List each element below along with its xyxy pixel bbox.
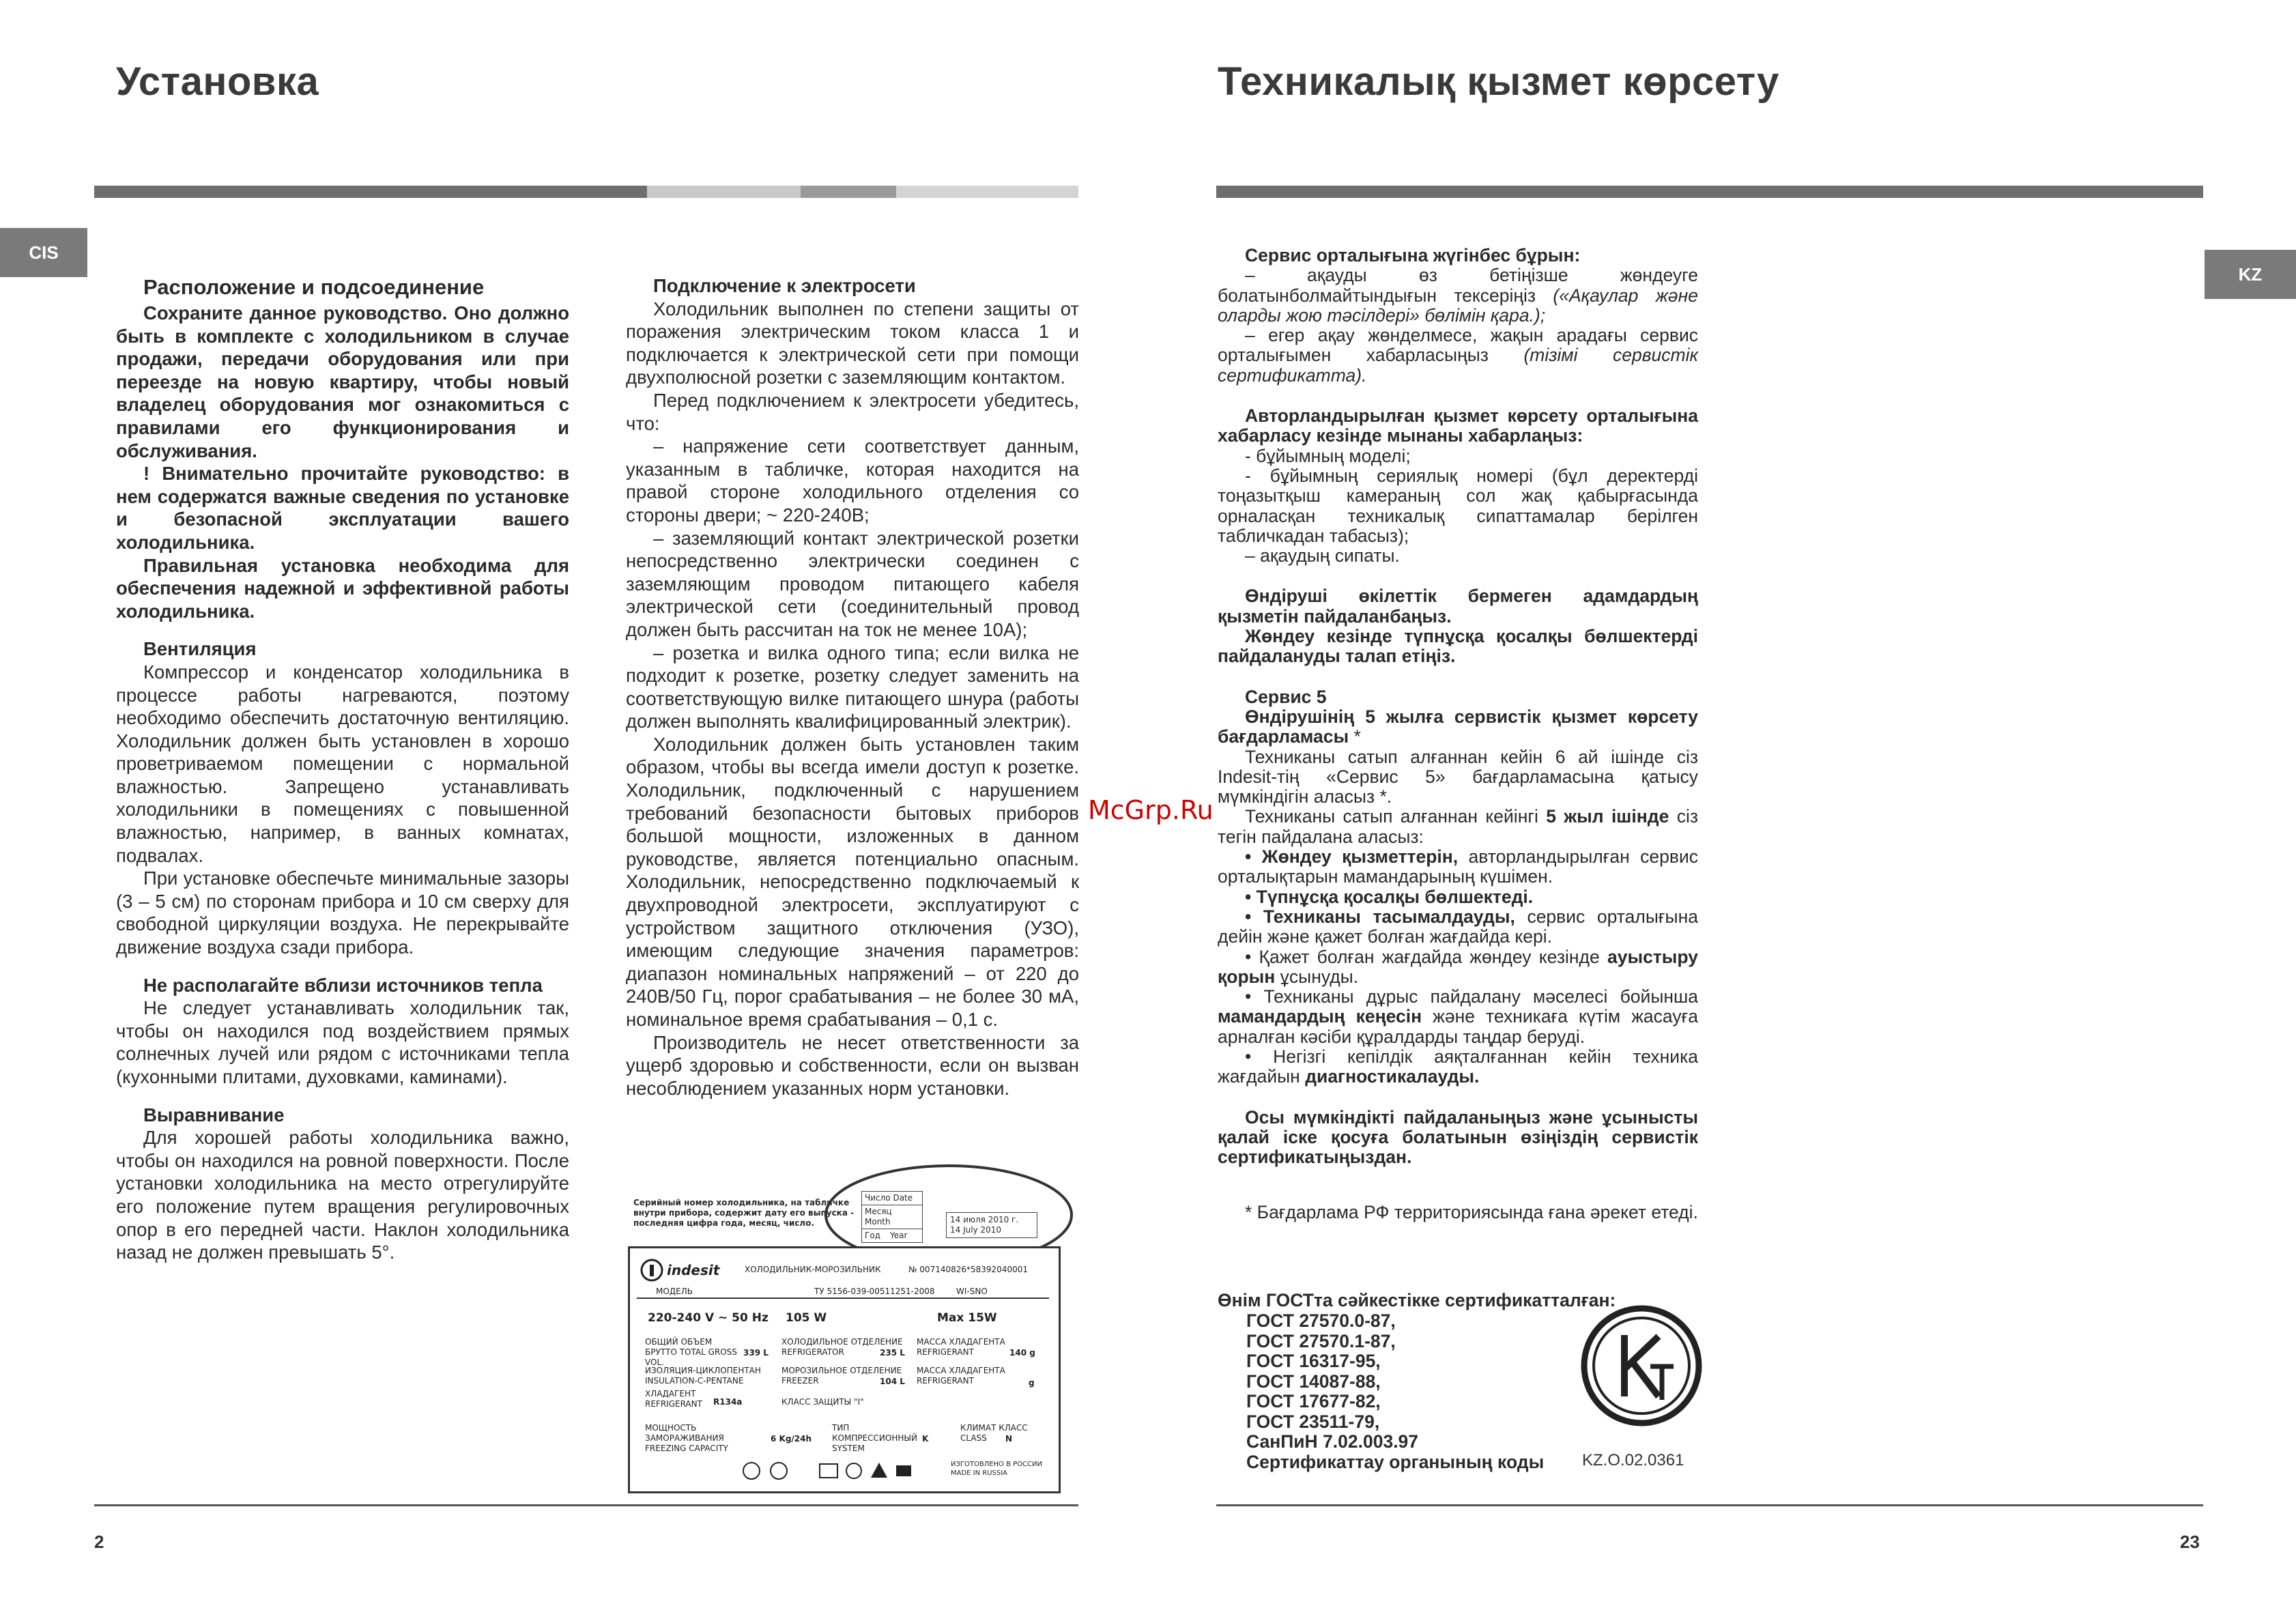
- service5-l4-c: ұсынуды.: [1280, 966, 1359, 987]
- brand-logo: [640, 1258, 719, 1282]
- climate-class-label: КЛИМАТ КЛАСС CLASS: [960, 1423, 1028, 1443]
- warning-original-parts: Жөндеу кезінде түпнұсқа қосалқы бөлшектерді пайдалануды талап етіңіз.: [1218, 626, 1698, 667]
- date-row-year-ru: Год: [865, 1231, 880, 1240]
- date-row-month: Месяц Month: [862, 1205, 922, 1229]
- electrical-paragraph-1: Холодильник выполнен по степени защиты от поражения электрическим током класса 1 и подключается к электрической сети при помощи двухполюсной розетки с заземляющим контактом.: [626, 298, 1079, 388]
- language-tab-kz: KZ: [2205, 250, 2296, 299]
- service5-l3-b: сервис орталығына дейін және қажет болған жағдайда кері.: [1218, 906, 1698, 947]
- footnote: * Бағдарлама РФ территориясында ғана әрекет етеді.: [1245, 1202, 1698, 1223]
- date-row-year: [862, 1229, 922, 1242]
- gost-item: ГОСТ 27570.0-87,: [1246, 1310, 1396, 1331]
- service5-heading: Сервис 5: [1245, 686, 1327, 707]
- intro-paragraph-3: Правильная установка необходима для обеспечения надежной и эффективной работы холодильника.: [116, 554, 569, 622]
- freezing-capacity-label: МОЩНОСТЬ ЗАМОРАЖИВАНИЯ FREEZING CAPACITY: [645, 1423, 728, 1453]
- label-caption: Серийный номер холодильника, на табличке внутри прибора, содержит дату его выпуска - последняя цифра года, месяц, число.: [633, 1198, 855, 1228]
- service-before-bullet-1: [1218, 266, 1698, 326]
- service5-l4-b: ауыстыру қорын: [1218, 946, 1698, 987]
- insulation-label: ИЗОЛЯЦИЯ-ЦИКЛОПЕНТАН INSULATION-C-PENTANE: [645, 1366, 761, 1386]
- service5-l6-b: диагностикалауды.: [1305, 1066, 1480, 1087]
- date-example-box: [946, 1212, 1037, 1238]
- service5-p2-a: Техниканы сатып алғаннан кейінгі: [1245, 806, 1538, 827]
- serial-number: № 007140826*58392040001: [908, 1265, 1028, 1274]
- service-before-bullet-2: [1218, 326, 1698, 386]
- rating-label-plate: [628, 1246, 1061, 1493]
- language-tab-cis: CIS: [0, 228, 87, 277]
- ventilation-text-2: При установке обеспечьте минимальные зазоры (3 – 5 см) по сторонам прибора и 10 см сверху для свободной циркуляции воздуха. Не перекрывайте движение воздуха сзади прибора.: [116, 867, 569, 958]
- service5-p2-b: 5 жыл ішінде: [1546, 806, 1669, 827]
- right-column: [1218, 246, 1698, 1223]
- climate-class-value: N: [1005, 1434, 1013, 1444]
- left-column-2: [626, 274, 1079, 1100]
- service5-paragraph-1: Техниканы сатып алғаннан кейін 6 ай ішінде сіз Indesit-тің «Сервис 5» бағдарламасына қатысу мүмкіндігін аласыз *.: [1218, 746, 1698, 807]
- fridge-volume-value: 235 L: [880, 1348, 905, 1358]
- date-legend-box: [861, 1191, 923, 1243]
- page-number-left: 2: [94, 1532, 104, 1552]
- header-bar-pale: [896, 186, 1078, 198]
- electrical-paragraph-4: Производитель не несет ответственности за ущерб здоровью и собственности, если он вызван несоблюдением указанных норм установки.: [626, 1031, 1079, 1099]
- subheading-heat-sources: Не располагайте вблизи источников тепла: [143, 974, 543, 996]
- service-before-bullet-2-text: – егер ақау жөнделмесе, жақын арадағы сервис орталығымен хабарласыңыз: [1218, 325, 1698, 366]
- ventilation-text-1: Компрессор и конденсатор холодильника в процессе работы нагреваются, поэтому необходимо обеспечить достаточную вентиляцию. Холодильник должен быть установлен в хорошо проветриваемом помещении с нормальной влажностью. Запрещено устанавливать холодильники в помещениях с повышенной влажностью, например, в ванных комнатах, подвалах.: [116, 661, 569, 866]
- refrigerant-mass-value: 140 g: [1009, 1348, 1035, 1358]
- product-type: ХОЛОДИЛЬНИК-МОРОЗИЛЬНИК: [745, 1265, 881, 1274]
- section-heading-placement: Расположение и подсоединение: [143, 275, 485, 299]
- brand-name: indesit: [667, 1262, 720, 1278]
- voltage-rating: 220-240 V ~ 50 Hz: [648, 1311, 769, 1325]
- subheading-electrical: Подключение к электросети: [653, 275, 916, 296]
- service5-l6-a: • Негізгі кепілдік аяқталғаннан кейін техника жағдайын: [1218, 1046, 1698, 1087]
- service5-l3-a: • Техниканы тасымалдауды,: [1245, 906, 1515, 927]
- report-item-serial: - бұйымның сериялық номері (бұл деректерді тоңазытқыш камераның сол жақ қабырғасында орналасқан техникалық сипаттамалар берілген табличкадан табасыз);: [1218, 465, 1698, 546]
- date-row-year-en: Year: [889, 1231, 908, 1240]
- gost-heading: Өнім ГОСТта сәйкестікке сертификатталған:: [1218, 1290, 1616, 1310]
- service5-list-repair: [1218, 847, 1698, 887]
- lamp-rating: Max 15W: [937, 1311, 997, 1325]
- header-bar-right: [1216, 186, 2203, 198]
- service-before-bullet-2-ref: (тізімі сервистік сертификатта).: [1218, 345, 1698, 386]
- watermark: McGrp.Ru: [1088, 795, 1214, 825]
- protection-class: КЛАСС ЗАЩИТЫ "I": [781, 1397, 864, 1407]
- service5-list-advice: [1218, 987, 1698, 1047]
- freezer-volume-label: МОРОЗИЛЬНОЕ ОТДЕЛЕНИЕ FREEZER: [781, 1366, 902, 1386]
- service5-l5-b: мамандардың кеңесін: [1218, 1006, 1422, 1027]
- gost-item: Сертификаттау органының коды: [1246, 1451, 1545, 1472]
- page-title-right: Техникалық қызмет көрсету: [1218, 59, 1779, 104]
- service5-l4-a: • Қажет болған жағдайда жөндеу кезінде: [1245, 946, 1600, 967]
- refrigerant-mass-2-label: МАССА ХЛАДАГЕНТА REFRIGERANT: [917, 1366, 1005, 1386]
- sno-code: WI-SNO: [956, 1287, 988, 1296]
- footer-rule-right: [1216, 1504, 2203, 1506]
- gost-item: ГОСТ 27570.1-87,: [1246, 1330, 1396, 1351]
- header-bar-mid: [801, 186, 896, 198]
- model-label: МОДЕЛЬ: [656, 1287, 693, 1296]
- service-before-bullet-1-ref: («Ақаулар және оларды жою тәсілдері» бөлімін қара.);: [1218, 285, 1698, 326]
- report-item-fault: – ақаудың сипаты.: [1245, 545, 1400, 566]
- service5-p2-c: сіз тегін пайдалана аласыз:: [1218, 806, 1698, 847]
- intro-paragraph-1: Сохраните данное руководство. Оно должно быть в комплекте с холодильником в случае продажи, передачи оборудования или при переезде на новую квартиру, чтобы новый владелец оборудования мог ознакомиться с правилами его функционирования и обслуживания.: [116, 302, 569, 461]
- service5-l5-a: • Техниканы дұрыс пайдалану мәселесі бойынша: [1245, 986, 1698, 1007]
- refrigerant-type-label: ХЛАДАГЕНТ REFRIGERANT: [645, 1389, 702, 1409]
- total-volume-value: 339 L: [743, 1348, 769, 1358]
- refrigerant-type-value: R134a: [713, 1397, 743, 1407]
- gost-item: ГОСТ 16317-95,: [1246, 1351, 1381, 1371]
- service-before-bullet-1-text: – ақауды өз бетіңізше жөндеуге болатынболмайтындығын тексеріңіз: [1218, 265, 1698, 306]
- total-volume-label: ОБЩИЙ ОБЪЕМ БРУТТО TOTAL GROSS VOL.: [645, 1337, 737, 1367]
- freezing-capacity-value: 6 Kg/24h: [771, 1434, 812, 1444]
- tu-code: ТУ 5156-039-00511251-2008: [814, 1287, 935, 1296]
- compressor-type-label: ТИП КОМПРЕССИОННЫЙ SYSTEM: [832, 1423, 917, 1453]
- label-divider: [637, 1297, 1049, 1299]
- electrical-bullet-2: – заземляющий контакт электрической розетки непосредственно электрически соединен с заземляющим проводом питающего кабеля электрической сети (соединительный провод должен быть рассчитан на ток не менее 10А);: [626, 527, 1079, 640]
- intro-paragraph-2: ! Внимательно прочитайте руководство: в нем содержатся важные сведения по установке и безопасной эксплуатации вашего холодильника.: [116, 463, 569, 553]
- service5-list-transport: [1218, 907, 1698, 947]
- authorized-center-heading: Авторландырылған қызмет көрсету орталығына хабарласу кезінде мынаны хабарлаңыз:: [1218, 405, 1698, 446]
- service5-list-diagnostics: [1218, 1047, 1698, 1087]
- warning-unauthorized: Өндіруші өкілеттік бермеген адамдардың қызметін пайдаланбаңыз.: [1218, 586, 1698, 627]
- service5-subheading-text: Өндірушінің 5 жылға сервистік қызмет көрсету бағдарламасы: [1218, 706, 1698, 747]
- subheading-levelling: Выравнивание: [143, 1104, 285, 1125]
- subheading-ventilation: Вентиляция: [143, 638, 257, 660]
- service5-subheading: [1218, 707, 1698, 747]
- service5-l5-c: және техникаға күтім жасауға арналған кәсіби құралдарды таңдар беруді.: [1218, 1006, 1698, 1047]
- power-rating: 105 W: [786, 1311, 827, 1325]
- date-example-ru: 14 июля 2010 г.: [950, 1215, 1019, 1224]
- fridge-volume-label: ХОЛОДИЛЬНОЕ ОТДЕЛЕНИЕ REFRIGERATOR: [781, 1337, 903, 1357]
- service5-l1-a: • Жөндеу қызметтерін,: [1245, 846, 1459, 867]
- service5-list-parts: • Түпнұсқа қосалқы бөлшектеді.: [1245, 886, 1534, 907]
- report-item-model: - бұйымның моделі;: [1245, 445, 1411, 466]
- refrigerant-mass-2-value: g: [1029, 1378, 1035, 1388]
- gost-list: [1246, 1311, 1544, 1472]
- levelling-text: Для хорошей работы холодильника важно, чтобы он находился на ровной поверхности. После установки холодильника на место отрегулируйте его положение путем вращения регулировочных опор в его передней части. Наклон холодильника назад не должен превышать 5°.: [116, 1127, 569, 1263]
- freezer-volume-value: 104 L: [880, 1377, 905, 1386]
- header-bar-dark: [94, 186, 647, 198]
- gost-item: ГОСТ 14087-88,: [1246, 1371, 1381, 1392]
- gost-item: ГОСТ 17677-82,: [1246, 1391, 1381, 1411]
- service-before-heading: Сервис орталығына жүгінбес бұрын:: [1245, 245, 1581, 266]
- made-in-text: ИЗГОТОВЛЕНО В РОССИИ MADE IN RUSSIA: [951, 1461, 1042, 1477]
- footer-rule-left: [94, 1504, 1078, 1506]
- date-row-day: Число Date: [862, 1192, 922, 1205]
- heat-sources-text: Не следует устанавливать холодильник так, чтобы он находился под воздействием прямых солнечных лучей или рядом с источниками тепла (кухонными плитами, духовками, каминами).: [116, 997, 569, 1087]
- electrical-paragraph-2: Перед подключением к электросети убедитесь, что:: [626, 389, 1079, 434]
- service5-subheading-star: *: [1349, 726, 1361, 747]
- page-number-right: 23: [2180, 1532, 2200, 1552]
- date-example-en: 14 July 2010: [950, 1225, 1002, 1235]
- electrical-bullet-1: – напряжение сети соответствует данным, указанным в табличке, которая находится на правой стороне холодильного отделения со стороны двери; ~ 220-240В;: [626, 435, 1079, 526]
- left-column-1: [116, 273, 569, 1264]
- certification-code: KZ.O.02.0361: [1582, 1451, 1684, 1469]
- gost-item: СанПиН 7.02.003.97: [1246, 1431, 1419, 1452]
- page-title-left: Установка: [116, 59, 319, 104]
- service5-closing: Осы мүмкіндікті пайдаланыңыз және ұсынысты қалай іске қосуға болатынын өзіңіздің сервистік сертификатыңыздан.: [1218, 1106, 1698, 1168]
- electrical-bullet-3: – розетка и вилка одного типа; если вилка не подходит к розетке, розетку следует заменить на соответствующую вилке питающего шнура (работы должен выполнять квалифицированный электрик).: [626, 642, 1079, 732]
- service5-list-replacement: [1218, 947, 1698, 988]
- electrical-paragraph-3: Холодильник должен быть установлен таким образом, чтобы вы всегда имели доступ к розетке. Холодильник, подключенный с нарушением требований безопасности бытовых приборов большой мощности, изложенных в данном руководстве, является потенциально опасным. Холодильник, непосредственно подключаемый к двухпроводной электросети, эксплуатируют с устройством защитного отключения (УЗО), имеющим следующие значения параметров: диапазон номинальных напряжений – от 220 до 240В/50 Гц, порог срабатывания – не более 30 мА, номинальное время срабатывания – 0,1 с.: [626, 733, 1079, 1030]
- compressor-type-value: K: [922, 1434, 929, 1444]
- service5-l1-b: авторландырылған сервис орталықтарын мамандарының күшімен.: [1218, 846, 1698, 887]
- kz-certification-mark-icon: [1577, 1301, 1706, 1431]
- refrigerant-mass-label: МАССА ХЛАДАГЕНТА REFRIGERANT: [917, 1337, 1005, 1357]
- certification-marks-icon: [738, 1457, 943, 1484]
- header-bar-light: [647, 186, 801, 198]
- gost-item: ГОСТ 23511-79,: [1246, 1411, 1380, 1432]
- indesit-logo-icon: [640, 1258, 664, 1282]
- service5-paragraph-2: [1218, 807, 1698, 847]
